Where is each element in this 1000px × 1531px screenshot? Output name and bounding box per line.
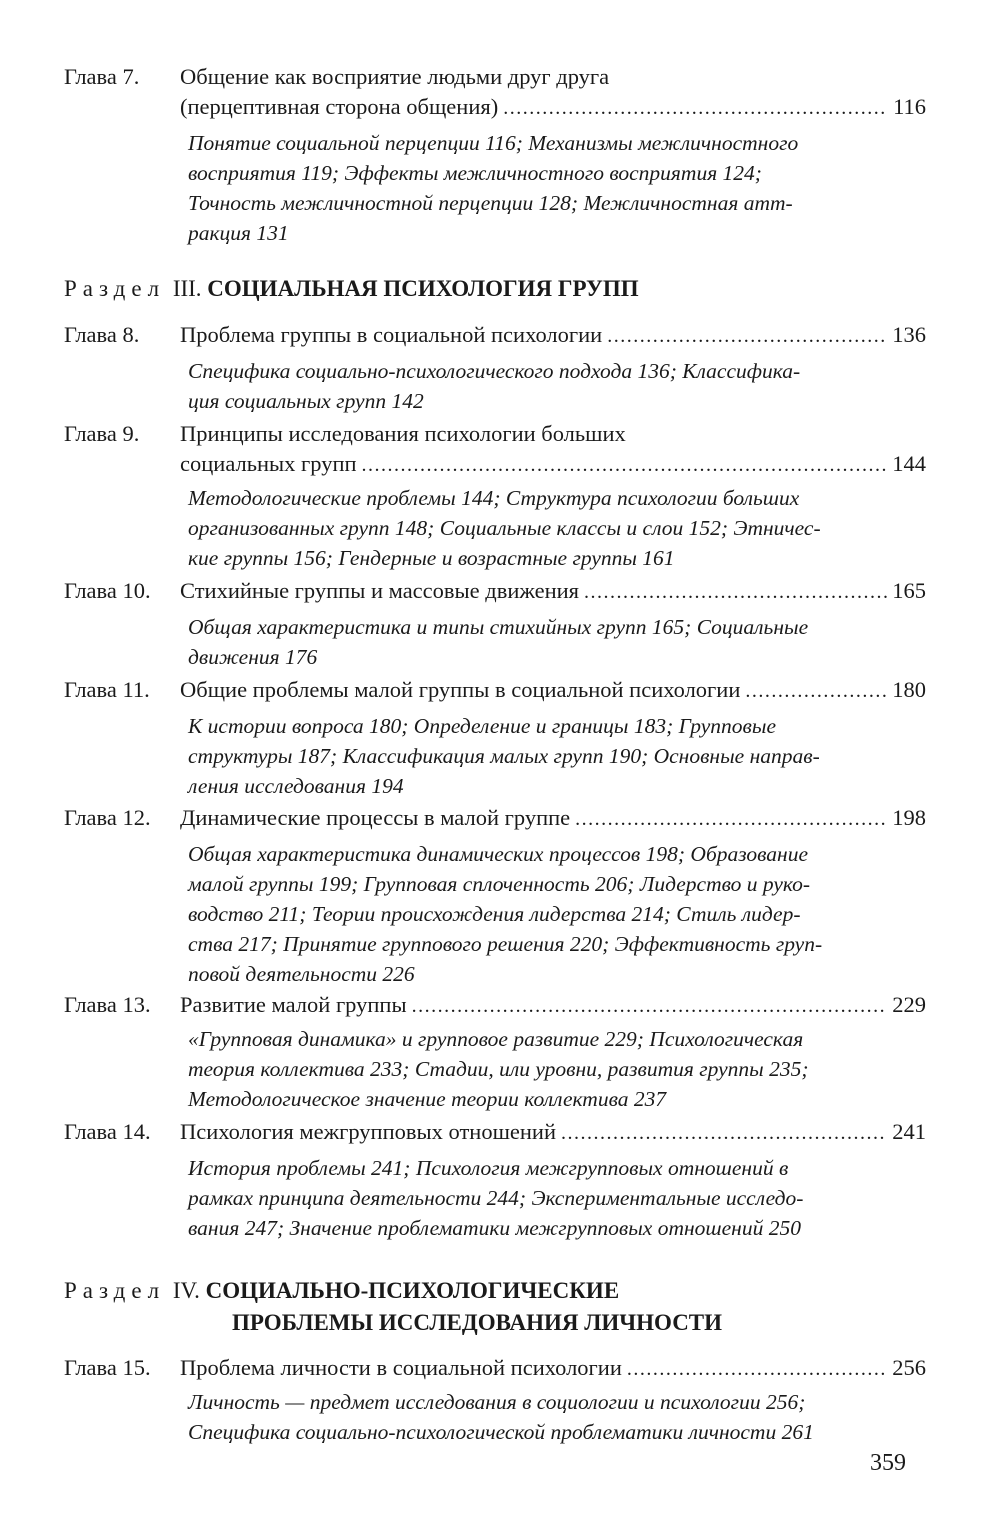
page-ref: 229 <box>892 992 926 1017</box>
chapter-label: Глава 11. <box>64 677 150 702</box>
page-ref: 144 <box>892 451 926 476</box>
topics-line: Специфика социально-психологического подхода 136; Классифика- <box>188 359 801 383</box>
topics-line: водство 211; Теории происхождения лидерства 214; Стиль лидер- <box>188 902 801 926</box>
chapter-topics <box>188 128 888 248</box>
chapter-title-text: социальных групп <box>180 451 357 476</box>
chapter-title-last-line <box>180 320 926 351</box>
chapter-topics <box>188 483 888 573</box>
page-ref: 241 <box>892 1119 926 1144</box>
topics-line: ция социальных групп 142 <box>188 389 424 413</box>
dot-leader <box>561 1118 887 1148</box>
chapter-label: Глава 8. <box>64 322 140 347</box>
chapter-title-text: Проблема личности в социальной психологии <box>180 1355 622 1380</box>
topics-line: «Групповая динамика» и групповое развитие 229; Психологическая <box>188 1027 804 1051</box>
topics-line: организованных групп 148; Социальные классы и слои 152; Этничес- <box>188 516 821 540</box>
chapter-title <box>180 675 926 706</box>
topics-line: Общая характеристика динамических процессов 198; Образование <box>188 842 809 866</box>
topics-line: рамках принципа деятельности 244; Экспериментальные исследо- <box>188 1186 804 1210</box>
dot-leader <box>745 676 887 706</box>
chapter-label: Глава 14. <box>64 1119 151 1144</box>
topics-line: Точность межличностной перцепции 128; Межличностная атт- <box>188 191 793 215</box>
chapter-topics <box>188 711 888 801</box>
topics-line: малой группы 199; Групповая сплоченность 206; Лидерство и руко- <box>188 872 811 896</box>
topics-line: Личность — предмет исследования в социологии и психологии 256; <box>188 1390 806 1414</box>
section-number: IV. <box>172 1278 200 1303</box>
dot-leader <box>627 1354 887 1384</box>
topics-line: Методологические проблемы 144; Структура психологии больших <box>188 486 800 510</box>
section-number: III. <box>172 276 202 301</box>
section-3-heading <box>64 273 639 305</box>
page-ref: 165 <box>892 578 926 603</box>
dot-leader <box>503 93 888 123</box>
topics-line: повой деятельности 226 <box>188 962 415 986</box>
topics-line: движения 176 <box>188 645 318 669</box>
section-word: Раздел <box>64 1278 166 1303</box>
chapter-label: Глава 10. <box>64 578 151 603</box>
chapter-title-last-line <box>180 803 926 834</box>
chapter-topics <box>188 1153 888 1243</box>
chapter-title-last-line <box>180 1117 926 1148</box>
chapter-title-line: Принципы исследования психологии больших <box>180 421 626 446</box>
chapter-title-text: Динамические процессы в малой группе <box>180 805 571 830</box>
chapter-label: Глава 12. <box>64 805 151 830</box>
page-ref: 116 <box>893 94 926 119</box>
chapter-title <box>180 576 926 607</box>
topics-line: Общая характеристика и типы стихийных групп 165; Социальные <box>188 615 809 639</box>
chapter-topics <box>188 356 888 416</box>
chapter-title <box>180 419 926 480</box>
chapter-title <box>180 803 926 834</box>
chapter-topics <box>188 1387 888 1447</box>
chapter-title <box>180 1117 926 1148</box>
topics-line: кие группы 156; Гендерные и возрастные группы 161 <box>188 546 675 570</box>
chapter-title-text: Проблема группы в социальной психологии <box>180 322 603 347</box>
section-title-line-1: СОЦИАЛЬНО-ПСИХОЛОГИЧЕСКИЕ <box>205 1278 620 1303</box>
chapter-title-last-line <box>180 675 926 706</box>
topics-line: ства 217; Принятие группового решения 220; Эффективность груп- <box>188 932 823 956</box>
topics-line: Методологическое значение теории коллектива 237 <box>188 1087 667 1111</box>
chapter-title-text: Психология межгрупповых отношений <box>180 1119 557 1144</box>
page-number: 359 <box>870 1450 906 1476</box>
chapter-title-line: Общение как восприятие людьми друг друга <box>180 64 610 89</box>
topics-line: восприятия 119; Эффекты межличностного восприятия 124; <box>188 161 762 185</box>
section-title-line-2: ПРОБЛЕМЫ ИССЛЕДОВАНИЯ ЛИЧНОСТИ <box>232 1310 723 1335</box>
chapter-title <box>180 62 926 123</box>
topics-line: Специфика социально-психологической проблематики личности 261 <box>188 1420 814 1444</box>
topics-line: История проблемы 241; Психология межгрупповых отношений в <box>188 1156 789 1180</box>
topics-line: структуры 187; Классификация малых групп 190; Основные направ- <box>188 744 820 768</box>
chapter-title-last-line <box>180 92 926 123</box>
chapter-topics <box>188 612 888 672</box>
topics-line: ления исследования 194 <box>188 774 404 798</box>
chapter-title-last-line <box>180 449 926 480</box>
topics-line: вания 247; Значение проблематики межгрупповых отношений 250 <box>188 1216 801 1240</box>
chapter-title-text: Стихийные группы и массовые движения <box>180 578 580 603</box>
chapter-label: Глава 13. <box>64 992 151 1017</box>
section-title: СОЦИАЛЬНАЯ ПСИХОЛОГИЯ ГРУПП <box>207 276 639 301</box>
chapter-topics <box>188 839 888 989</box>
chapter-label: Глава 9. <box>64 421 140 446</box>
dot-leader <box>362 450 888 480</box>
dot-leader <box>575 804 887 834</box>
chapter-title-text: Развитие малой группы <box>180 992 407 1017</box>
page-ref: 180 <box>892 677 926 702</box>
dot-leader <box>607 321 887 351</box>
chapter-title-last-line <box>180 576 926 607</box>
chapter-label: Глава 15. <box>64 1355 151 1380</box>
page-ref: 256 <box>892 1355 926 1380</box>
section-word: Раздел <box>64 276 166 301</box>
dot-leader <box>584 577 887 607</box>
topics-line: ракция 131 <box>188 221 289 245</box>
chapter-title <box>180 320 926 351</box>
chapter-label: Глава 7. <box>64 64 140 89</box>
topics-line: Понятие социальной перцепции 116; Механизмы межличностного <box>188 131 799 155</box>
chapter-title-last-line <box>180 990 926 1021</box>
chapter-title-last-line <box>180 1353 926 1384</box>
chapter-title-text: (перцептивная сторона общения) <box>180 94 499 119</box>
page-ref: 198 <box>892 805 926 830</box>
section-4-heading <box>64 1275 723 1335</box>
chapter-title <box>180 1353 926 1384</box>
topics-line: К истории вопроса 180; Определение и границы 183; Групповые <box>188 714 776 738</box>
page-ref: 136 <box>892 322 926 347</box>
dot-leader <box>412 991 888 1021</box>
chapter-title-text: Общие проблемы малой группы в социальной психологии <box>180 677 741 702</box>
chapter-title <box>180 990 926 1021</box>
chapter-topics <box>188 1024 888 1114</box>
topics-line: теория коллектива 233; Стадии, или уровни, развития группы 235; <box>188 1057 809 1081</box>
